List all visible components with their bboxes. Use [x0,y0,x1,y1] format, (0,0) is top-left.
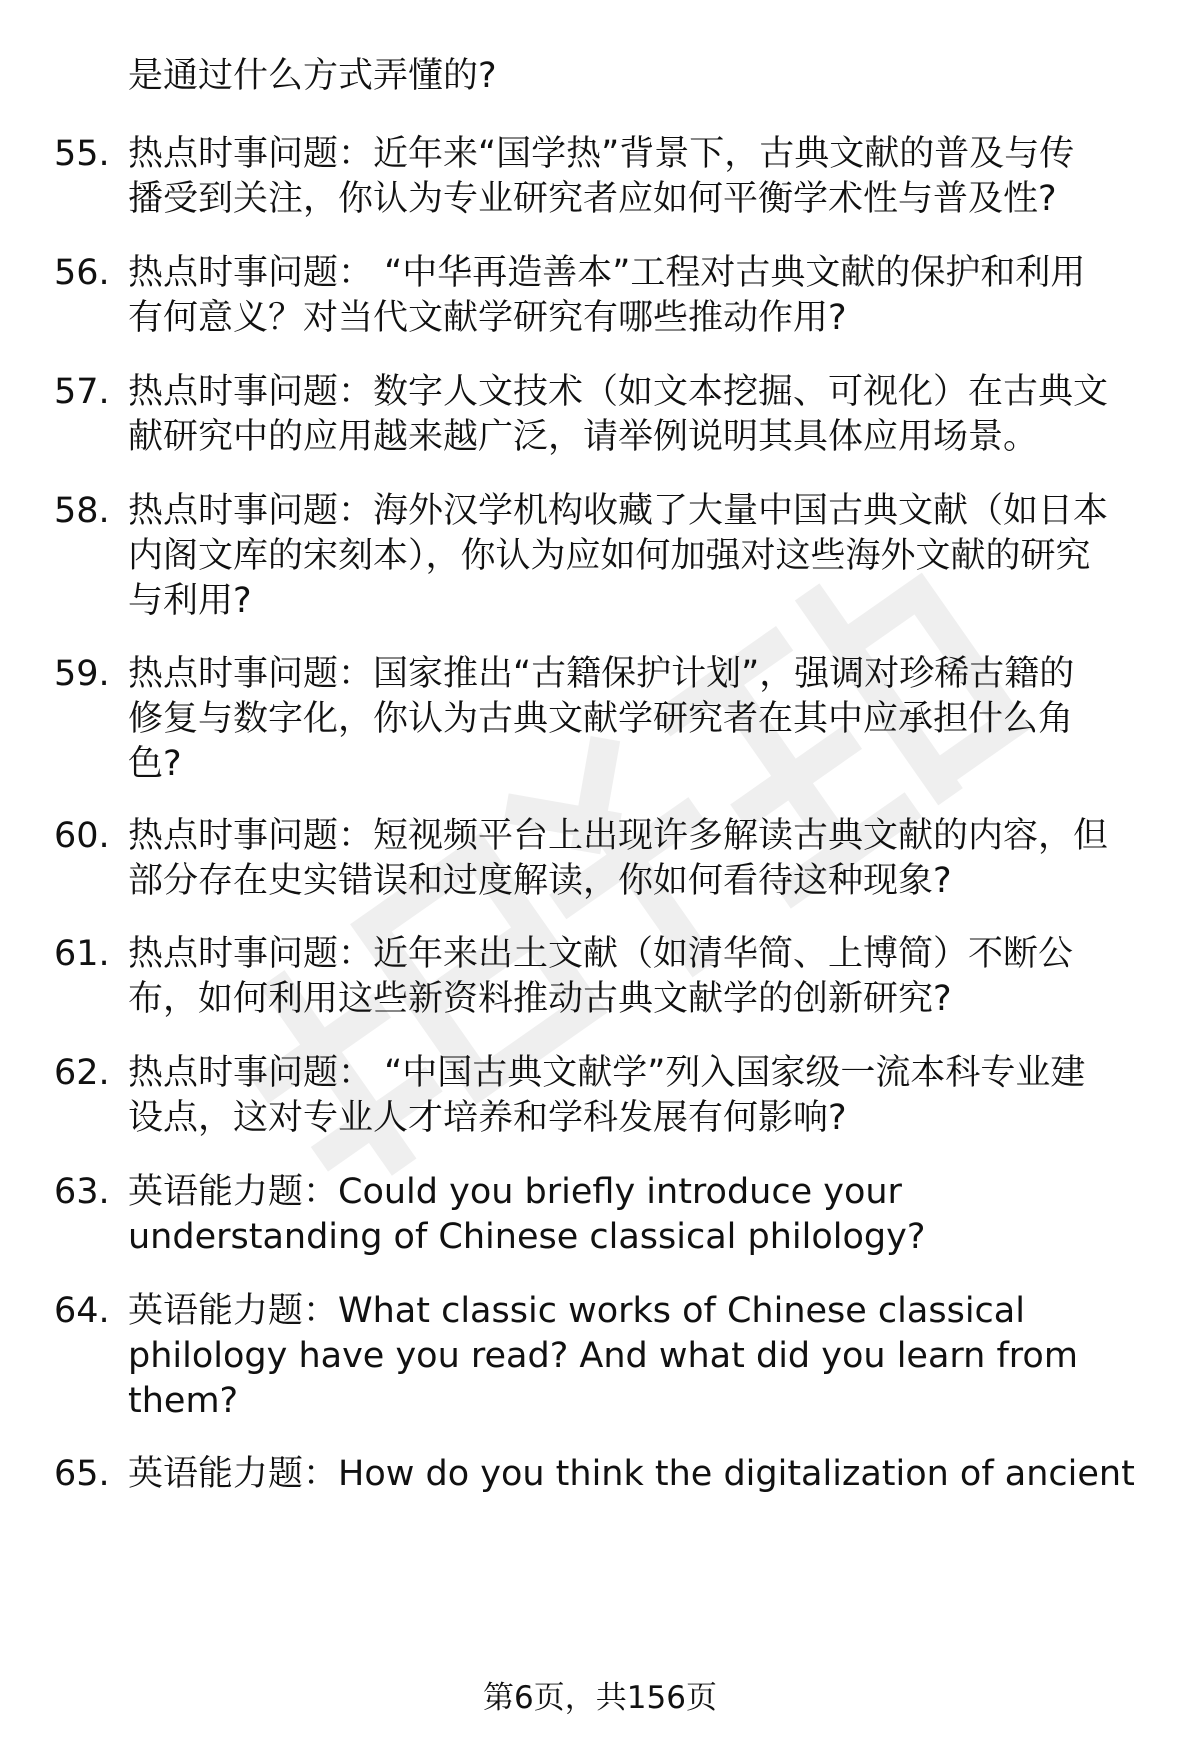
question-number: 60. [54,816,110,856]
question-line: 设点，这对专业人才培养和学科发展有何影响? [128,1098,847,1138]
question-line: 热点时事问题：近年来“国学热”背景下，古典文献的普及与传 [128,134,1075,174]
question-line: 内阁文库的宋刻本），你认为应如何加强对这些海外文献的研究 [128,536,1091,576]
question-line: 有何意义？对当代文献学研究有哪些推动作用? [128,298,847,338]
question-number: 64. [54,1291,110,1331]
question-line: 色? [128,744,182,784]
page-footer: 第6页，共156页 [483,1680,717,1716]
question-line: 热点时事问题：海外汉学机构收藏了大量中国古典文献（如日本 [128,491,1109,531]
question-line: 播受到关注，你认为专业研究者应如何平衡学术性与普及性? [128,179,1057,219]
question-number: 58. [54,491,110,531]
question-line: 热点时事问题：国家推出“古籍保护计划”，强调对珍稀古籍的 [128,654,1075,694]
question-number: 61. [54,934,110,974]
question-line: 是通过什么方式弄懂的? [128,56,497,96]
question-number: 63. [54,1172,110,1212]
question-line: 热点时事问题：数字人文技术（如文本挖掘、可视化）在古典文 [128,372,1109,412]
question-number: 62. [54,1053,110,1093]
question-line: 热点时事问题： “中华再造善本”工程对古典文献的保护和利用 [128,253,1086,293]
question-line: 献研究中的应用越来越广泛，请举例说明其具体应用场景。 [128,417,1039,457]
question-line: understanding of Chinese classical philology? [128,1217,926,1257]
question-line: 热点时事问题：近年来出土文献（如清华简、上博简）不断公 [128,934,1074,974]
question-number: 55. [54,134,110,174]
question-number: 59. [54,654,110,694]
question-line: 英语能力题：Could you briefly introduce your [128,1172,902,1212]
question-number: 56. [54,253,110,293]
question-line: 部分存在史实错误和过度解读，你如何看待这种现象? [128,861,952,901]
question-line: philology have you read? And what did you learn from [128,1336,1078,1376]
question-line: 英语能力题：What classic works of Chinese classical [128,1291,1025,1331]
question-line: 热点时事问题：短视频平台上出现许多解读古典文献的内容，但 [128,816,1109,856]
question-line: them? [128,1381,239,1421]
question-line: 热点时事问题： “中国古典文献学”列入国家级一流本科专业建 [128,1053,1086,1093]
question-line: 与利用? [128,581,252,621]
question-number: 57. [54,372,110,412]
question-line: 英语能力题：How do you think the digitalization of ancient [128,1454,1135,1494]
question-line: 修复与数字化，你认为古典文献学研究者在其中应承担什么角 [128,699,1074,739]
question-number: 65. [54,1454,110,1494]
question-line: 布，如何利用这些新资料推动古典文献学的创新研究? [128,979,952,1019]
